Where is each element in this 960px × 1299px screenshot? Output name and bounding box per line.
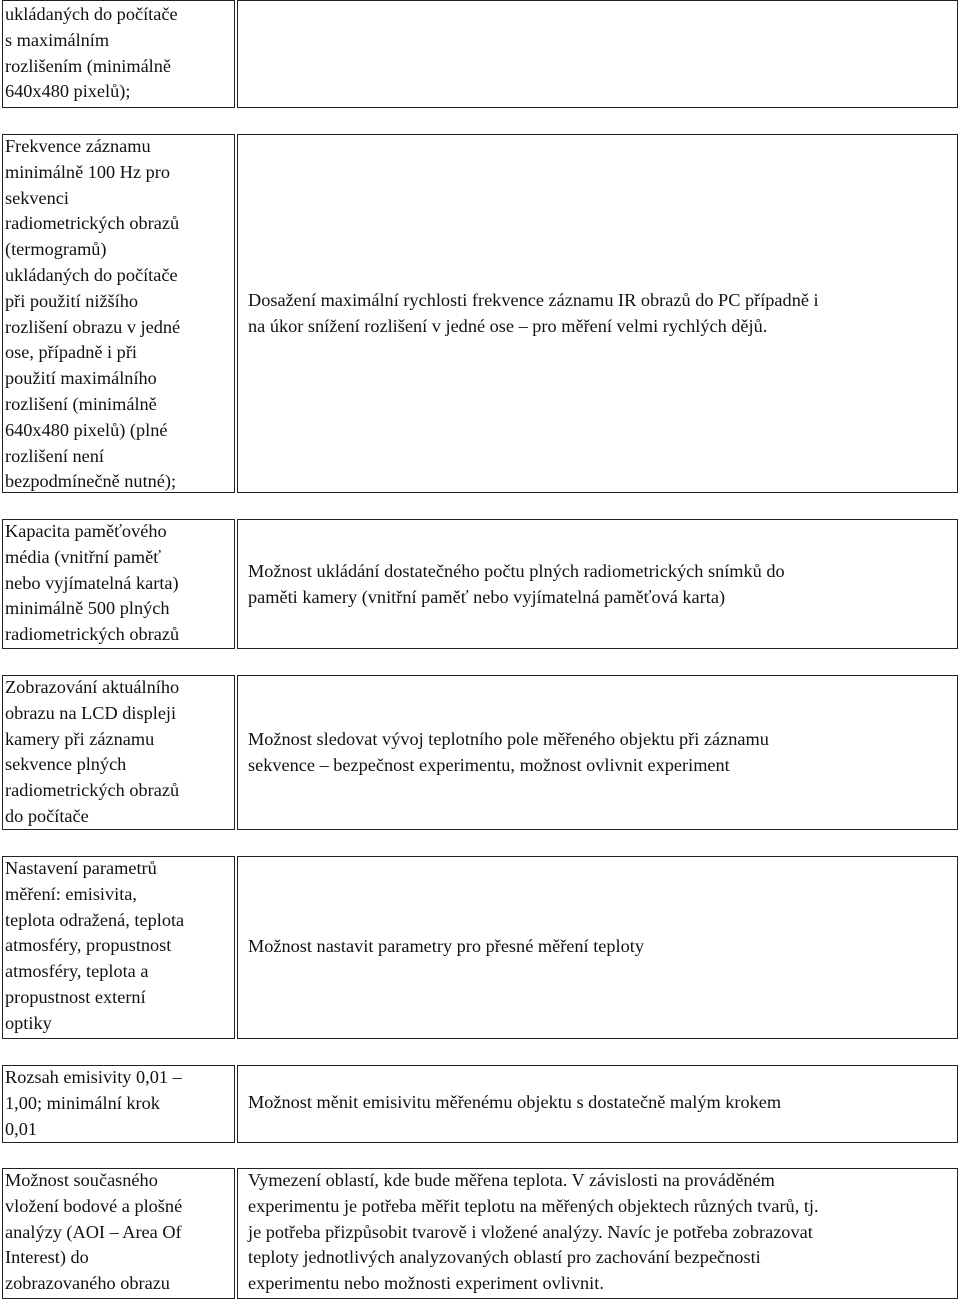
requirement-text-3: Kapacita paměťového média (vnitřní paměť nebo vyjímatelná karta) minimálně 500 plných radiometrických obrazů [5,521,180,645]
requirement-text-2: Frekvence záznamu minimálně 100 Hz pro sekvenci radiometrických obrazů (termogramů) ukládaných do počítače při použití nižšího rozlišení obrazu v jedné ose, případně i při použití maximálního rozlišení (minimálně 640x480 pixelů) (plné rozlišení není bezpodmínečně nutné); [5,136,181,492]
justification-text-2: Dosažení maximální rychlosti frekvence záznamu IR obrazů do PC případně i na úkor snížení rozlišení v jedné ose – pro měření velmi rychlých dějů. [248,290,819,336]
requirement-text-5: Nastavení parametrů měření: emisivita, teplota odražená, teplota atmosféry, propustnost atmosféry, teplota a propustnost externí optiky [5,858,185,1033]
justification-text-6: Možnost měnit emisivitu měřenému objektu s dostatečně malým krokem [248,1092,782,1112]
justification-text-7: Vymezení oblastí, kde bude měřena teplota. V závislosti na prováděném experimentu je potřeba měřit teplotu na měřených objektech různých tvarů, tj. je potřeba přizpůsobit tvarově i vložené analýzy. Navíc je potřeba zobrazovat teploty jednotlivých analyzovaných oblastí pro zachování bezpečnosti experimentu nebo možnosti experiment ovlivnit. [248,1170,819,1294]
requirement-text-6: Rozsah emisivity 0,01 – 1,00; minimální krok 0,01 [5,1067,182,1139]
requirement-text-1: ukládaných do počítače s maximálním rozlišením (minimálně 640x480 pixelů); [5,4,178,102]
justification-text-5: Možnost nastavit parametry pro přesné měření teploty [248,936,644,956]
requirement-text-7: Možnost současného vložení bodové a plošné analýzy (AOI – Area Of Interest) do zobrazovaného obrazu [5,1170,183,1294]
requirement-text-4: Zobrazování aktuálního obrazu na LCD displeji kamery při záznamu sekvence plných radiometrických obrazů do počítače [5,677,180,826]
justification-text-3: Možnost ukládání dostatečného počtu plných radiometrických snímků do paměti kamery (vnitřní paměť nebo vyjímatelná paměťová karta) [248,561,785,607]
justification-text-4: Možnost sledovat vývoj teplotního pole měřeného objektu při záznamu sekvence – bezpečnost experimentu, možnost ovlivnit experiment [248,729,769,775]
right-cell-1 [237,0,958,108]
